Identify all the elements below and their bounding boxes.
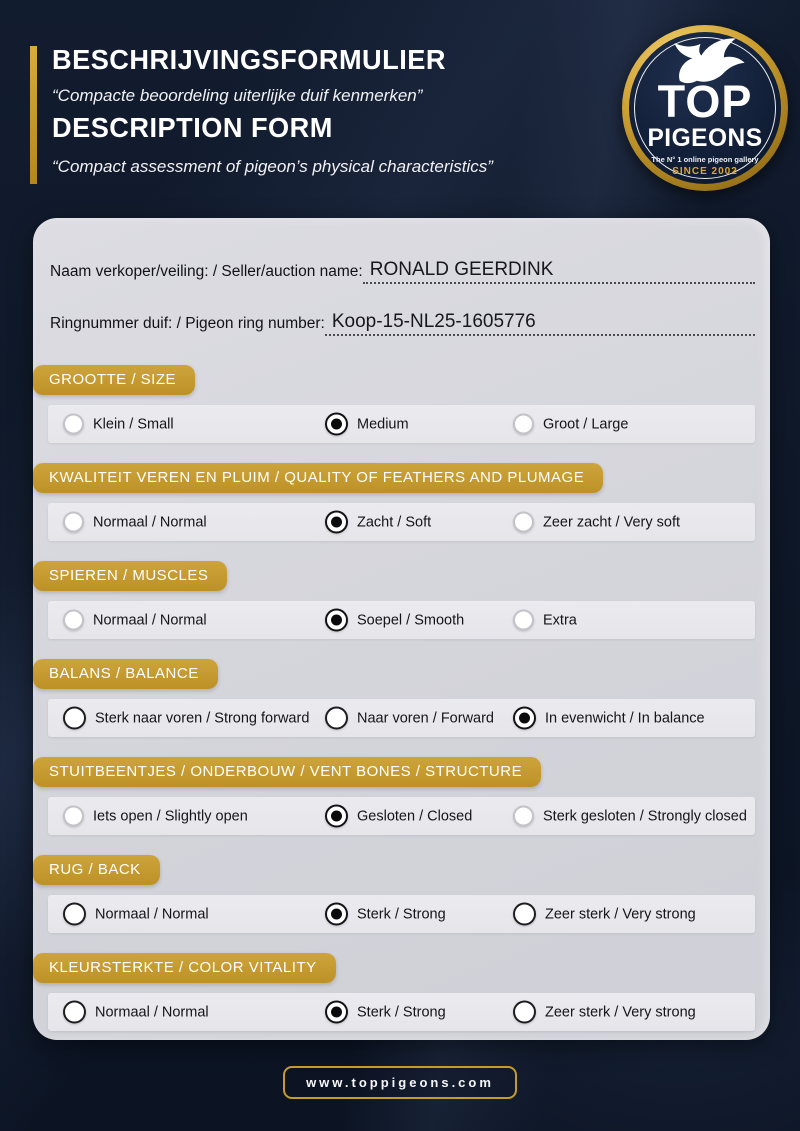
radio-dot — [331, 1007, 342, 1018]
radio-option — [325, 1001, 446, 1024]
form-field — [50, 254, 755, 284]
radio-button[interactable] — [513, 806, 534, 827]
radio-button[interactable] — [63, 610, 84, 631]
radio-option — [63, 1001, 209, 1024]
logo-word-top: TOP — [657, 76, 753, 127]
field-input-line[interactable] — [363, 254, 755, 284]
section-header: RUG / BACK — [33, 855, 160, 885]
radio-option — [513, 806, 747, 827]
radio-button[interactable] — [513, 903, 536, 926]
radio-option — [325, 903, 446, 926]
section-header: SPIEREN / MUSCLES — [33, 561, 227, 591]
radio-button[interactable] — [513, 1001, 536, 1024]
radio-option — [63, 903, 209, 926]
radio-label: Extra — [543, 612, 577, 628]
radio-button[interactable] — [513, 610, 534, 631]
form-section — [33, 659, 770, 737]
form-field — [50, 306, 755, 336]
radio-label: Sterk naar voren / Strong forward — [95, 710, 310, 726]
radio-option — [325, 805, 472, 828]
form-card — [33, 218, 770, 1040]
top-pigeons-logo — [622, 25, 788, 191]
page-subtitle-dutch: “Compacte beoordeling uiterlijke duif kenmerken” — [52, 86, 423, 105]
section-header: GROOTTE / SIZE — [33, 365, 195, 395]
radio-button[interactable] — [325, 707, 348, 730]
logo-tagline: The N° 1 online pigeon gallery — [651, 155, 759, 164]
radio-label: Normaal / Normal — [95, 1004, 209, 1020]
radio-option — [513, 903, 696, 926]
radio-button[interactable] — [325, 805, 348, 828]
options-row — [48, 503, 755, 541]
radio-option — [63, 414, 174, 435]
radio-option — [513, 1001, 696, 1024]
options-row — [48, 797, 755, 835]
section-header: STUITBEENTJES / ONDERBOUW / VENT BONES / STRUCTURE — [33, 757, 541, 787]
radio-option — [513, 512, 680, 533]
radio-label: Naar voren / Forward — [357, 710, 494, 726]
field-input-line[interactable] — [325, 306, 755, 336]
logo-since-badge: SINCE 2002 — [672, 166, 738, 177]
field-label: Naam verkoper/veiling: / Seller/auction name: — [50, 263, 363, 280]
section-header: BALANS / BALANCE — [33, 659, 218, 689]
radio-button[interactable] — [63, 414, 84, 435]
radio-button[interactable] — [513, 512, 534, 533]
radio-label: Sterk / Strong — [357, 1004, 446, 1020]
website-link-button[interactable]: www.toppigeons.com — [283, 1066, 517, 1099]
radio-button[interactable] — [63, 1001, 86, 1024]
radio-label: In evenwicht / In balance — [545, 710, 705, 726]
radio-button[interactable] — [513, 414, 534, 435]
options-row — [48, 895, 755, 933]
radio-label: Sterk gesloten / Strongly closed — [543, 808, 747, 824]
radio-button[interactable] — [513, 707, 536, 730]
options-row — [48, 993, 755, 1031]
radio-option — [325, 707, 494, 730]
logo-word-pigeons: PIGEONS — [647, 124, 763, 152]
radio-label: Soepel / Smooth — [357, 612, 465, 628]
radio-option — [63, 610, 207, 631]
radio-button[interactable] — [325, 609, 348, 632]
radio-label: Groot / Large — [543, 416, 629, 432]
radio-button[interactable] — [325, 903, 348, 926]
radio-label: Zeer sterk / Very strong — [545, 906, 696, 922]
radio-label: Medium — [357, 416, 409, 432]
radio-option — [513, 610, 577, 631]
radio-dot — [331, 517, 342, 528]
radio-label: Sterk / Strong — [357, 906, 446, 922]
radio-dot — [331, 811, 342, 822]
radio-label: Normaal / Normal — [93, 612, 207, 628]
radio-label: Normaal / Normal — [93, 514, 207, 530]
radio-option — [513, 414, 628, 435]
section-header: KLEURSTERKTE / COLOR VITALITY — [33, 953, 336, 983]
form-section — [33, 561, 770, 639]
radio-button[interactable] — [325, 1001, 348, 1024]
page-title-english: DESCRIPTION FORM — [52, 112, 333, 143]
radio-label: Iets open / Slightly open — [93, 808, 248, 824]
options-row — [48, 405, 755, 443]
radio-option — [63, 707, 309, 730]
form-section — [33, 953, 770, 1031]
options-row — [48, 699, 755, 737]
form-section — [33, 463, 770, 541]
radio-label: Zeer sterk / Very strong — [545, 1004, 696, 1020]
form-sections — [33, 365, 770, 1051]
radio-label: Klein / Small — [93, 416, 174, 432]
radio-button[interactable] — [63, 707, 86, 730]
radio-option — [63, 806, 248, 827]
field-value: Koop-15-NL25-1605776 — [331, 311, 536, 332]
radio-button[interactable] — [63, 806, 84, 827]
radio-dot — [331, 909, 342, 920]
section-header: KWALITEIT VEREN EN PLUIM / QUALITY OF FEATHERS AND PLUMAGE — [33, 463, 603, 493]
radio-button[interactable] — [325, 413, 348, 436]
radio-option — [325, 609, 464, 632]
radio-dot — [331, 419, 342, 430]
form-section — [33, 365, 770, 443]
field-label: Ringnummer duif: / Pigeon ring number: — [50, 315, 325, 332]
radio-dot — [519, 713, 530, 724]
radio-button[interactable] — [325, 511, 348, 534]
form-section — [33, 855, 770, 933]
options-row — [48, 601, 755, 639]
radio-label: Zacht / Soft — [357, 514, 432, 530]
radio-label: Zeer zacht / Very soft — [543, 514, 680, 530]
radio-option — [63, 512, 207, 533]
radio-option — [325, 413, 409, 436]
radio-dot — [331, 615, 342, 626]
radio-option — [513, 707, 705, 730]
radio-label: Gesloten / Closed — [357, 808, 473, 824]
radio-button[interactable] — [63, 903, 86, 926]
radio-label: Normaal / Normal — [95, 906, 209, 922]
field-value: RONALD GEERDINK — [369, 259, 554, 280]
radio-option — [325, 511, 431, 534]
page-title-dutch: BESCHRIJVINGSFORMULIER — [52, 44, 446, 75]
form-section — [33, 757, 770, 835]
radio-button[interactable] — [63, 512, 84, 533]
page-subtitle-english: “Compact assessment of pigeon’s physical characteristics” — [52, 157, 493, 176]
header-accent-bar — [30, 46, 37, 184]
